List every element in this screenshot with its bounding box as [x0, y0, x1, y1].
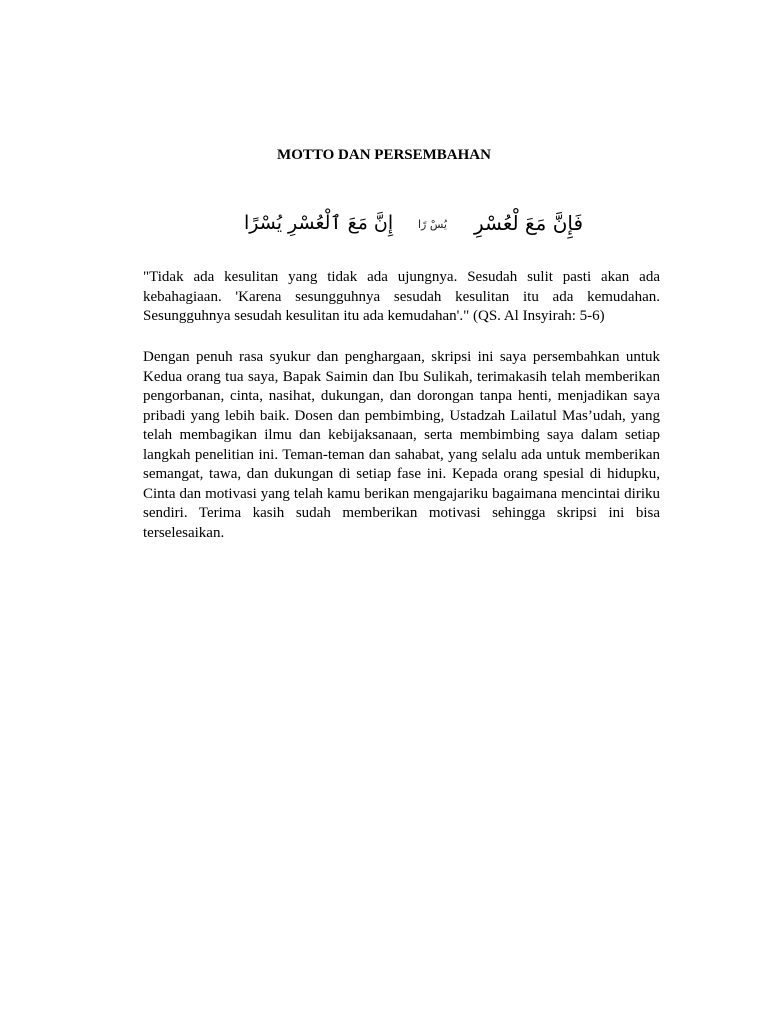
verse-part-middle: يُسْ رًا — [418, 218, 447, 231]
motto-quote: "Tidak ada kesulitan yang tidak ada ujungnya. Sesudah sulit pasti akan ada kebahagiaan. 'Karena sesungguhnya sesudah kesulitan itu ada kemudahan. Sesungguhnya sesudah kesulitan itu ada kemudahan'." (QS. Al Insyirah: 5-6) — [143, 269, 660, 324]
page-title: MOTTO DAN PERSEMBAHAN — [277, 147, 491, 163]
dedication-paragraph: Dengan penuh rasa syukur dan penghargaan, skripsi ini saya persembahkan untuk Kedua orang tua saya, Bapak Saimin dan Ibu Sulikah, terimakasih telah memberikan pengorbanan, cinta, nasihat, dukungan, dan dorongan tanpa henti, menjadikan saya pribadi yang lebih baik. Dosen dan pembimbing, Ustadzah Lailatul Mas’udah, yang telah membagikan ilmu dan kebijaksanaan, serta membimbing saya dalam setiap langkah penelitian ini. Teman-teman dan sahabat, yang selalu ada untuk memberikan semangat, tawa, dan dukungan di setiap fase ini. Kepada orang spesial di hidupku, Cinta dan motivasi yang telah kamu berikan mengajariku bagaimana mencintai diriku sendiri. Terima kasih sudah memberikan motivasi sehingga skripsi ini bisa terselesaikan. — [143, 349, 660, 541]
verse-part-right: فَإِنَّ مَعَ لْعُسْرِ — [474, 211, 584, 235]
quran-verse — [0, 206, 768, 246]
verse-part-left: إِنَّ مَعَ ٱلْعُسْرِ يُسْرًا — [244, 212, 394, 234]
